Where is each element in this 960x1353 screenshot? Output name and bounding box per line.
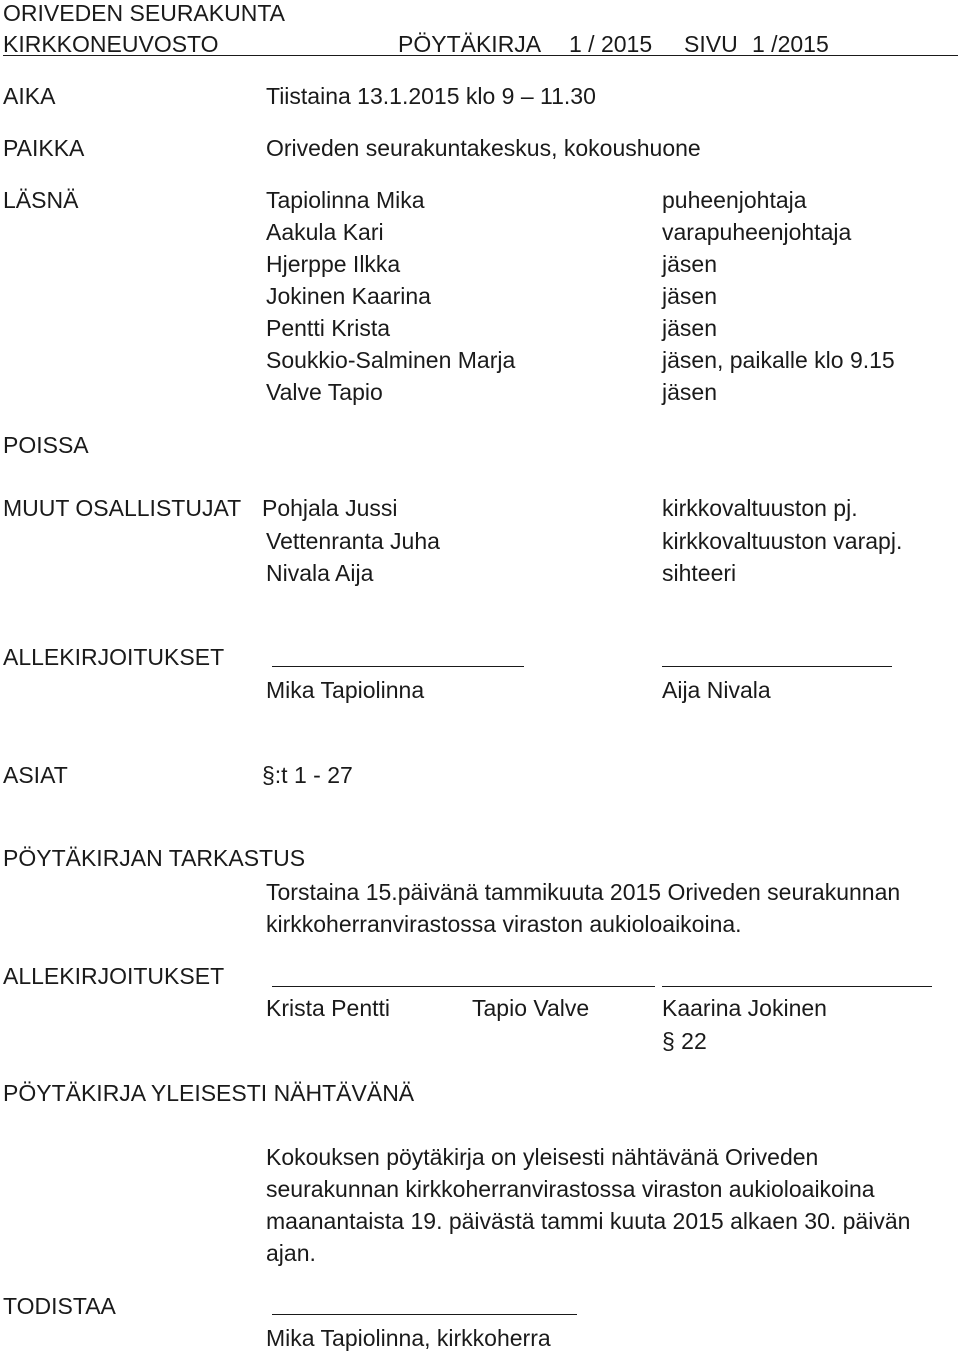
signer-name: Kaarina Jokinen xyxy=(662,995,827,1021)
asiat-value: §:t 1 - 27 xyxy=(262,762,353,788)
participant-role: kirkkovaltuuston pj. xyxy=(662,495,858,521)
allekirjoitukset-label: ALLEKIRJOITUKSET xyxy=(3,644,225,670)
section-ref: § 22 xyxy=(662,1028,707,1054)
member-role: jäsen xyxy=(662,283,717,309)
signature-line xyxy=(662,666,892,667)
aika-value: Tiistaina 13.1.2015 klo 9 – 11.30 xyxy=(266,83,596,109)
tarkastus-line: kirkkoherranvirastossa viraston aukioloaikoina. xyxy=(266,911,742,937)
doc-number: 1 / 2015 xyxy=(569,31,653,57)
member-name: Soukkio-Salminen Marja xyxy=(266,347,516,373)
body-name: KIRKKONEUVOSTO xyxy=(3,31,219,57)
signature-line xyxy=(272,1314,577,1315)
participant-name: Vettenranta Juha xyxy=(266,528,440,554)
signature-line xyxy=(272,666,524,667)
signer-name: Tapio Valve xyxy=(472,995,590,1021)
member-name: Valve Tapio xyxy=(266,379,383,405)
member-name: Hjerppe Ilkka xyxy=(266,251,401,277)
participant-role: kirkkovaltuuston varapj. xyxy=(662,528,903,554)
allekirjoitukset-label: ALLEKIRJOITUKSET xyxy=(3,963,225,989)
todistaa-label: TODISTAA xyxy=(3,1293,116,1319)
lasna-label: LÄSNÄ xyxy=(3,187,79,213)
member-name: Tapiolinna Mika xyxy=(266,187,425,213)
signature-line xyxy=(272,986,655,987)
muut-label: MUUT OSALLISTUJAT xyxy=(3,495,242,521)
org-name: ORIVEDEN SEURAKUNTA xyxy=(3,0,286,26)
page-number: 1 /2015 xyxy=(752,31,829,57)
poissa-label: POISSA xyxy=(3,432,89,458)
participant-role: sihteeri xyxy=(662,560,737,586)
member-name: Jokinen Kaarina xyxy=(266,283,431,309)
signer-name: Mika Tapiolinna xyxy=(266,677,425,703)
asiat-label: ASIAT xyxy=(3,762,68,788)
paikka-value: Oriveden seurakuntakeskus, kokoushuone xyxy=(266,135,701,161)
signer-name: Aija Nivala xyxy=(662,677,771,703)
participant-name: Pohjala Jussi xyxy=(262,495,398,521)
member-role: puheenjohtaja xyxy=(662,187,807,213)
member-role: jäsen, paikalle klo 9.15 xyxy=(662,347,895,373)
header-rule xyxy=(3,55,958,56)
tarkastus-label: PÖYTÄKIRJAN TARKASTUS xyxy=(3,845,306,871)
nahtavana-line: Kokouksen pöytäkirja on yleisesti nähtävänä Oriveden xyxy=(266,1144,819,1170)
doc-type: PÖYTÄKIRJA xyxy=(398,31,542,57)
signer-name: Krista Pentti xyxy=(266,995,390,1021)
nahtavana-line: ajan. xyxy=(266,1240,316,1266)
member-name: Pentti Krista xyxy=(266,315,390,341)
member-name: Aakula Kari xyxy=(266,219,384,245)
page-label: SIVU xyxy=(684,31,738,57)
nahtavana-line: maanantaista 19. päivästä tammi kuuta 2015 alkaen 30. päivän xyxy=(266,1208,911,1234)
paikka-label: PAIKKA xyxy=(3,135,85,161)
member-role: jäsen xyxy=(662,315,717,341)
aika-label: AIKA xyxy=(3,83,56,109)
participant-name: Nivala Aija xyxy=(266,560,374,586)
signature-line xyxy=(662,986,932,987)
nahtavana-line: seurakunnan kirkkoherranvirastossa viraston aukioloaikoina xyxy=(266,1176,875,1202)
member-role: jäsen xyxy=(662,251,717,277)
member-role: jäsen xyxy=(662,379,717,405)
signer-name: Mika Tapiolinna, kirkkoherra xyxy=(266,1325,551,1351)
member-role: varapuheenjohtaja xyxy=(662,219,852,245)
nahtavana-label: PÖYTÄKIRJA YLEISESTI NÄHTÄVÄNÄ xyxy=(3,1080,415,1106)
tarkastus-line: Torstaina 15.päivänä tammikuuta 2015 Oriveden seurakunnan xyxy=(266,879,901,905)
